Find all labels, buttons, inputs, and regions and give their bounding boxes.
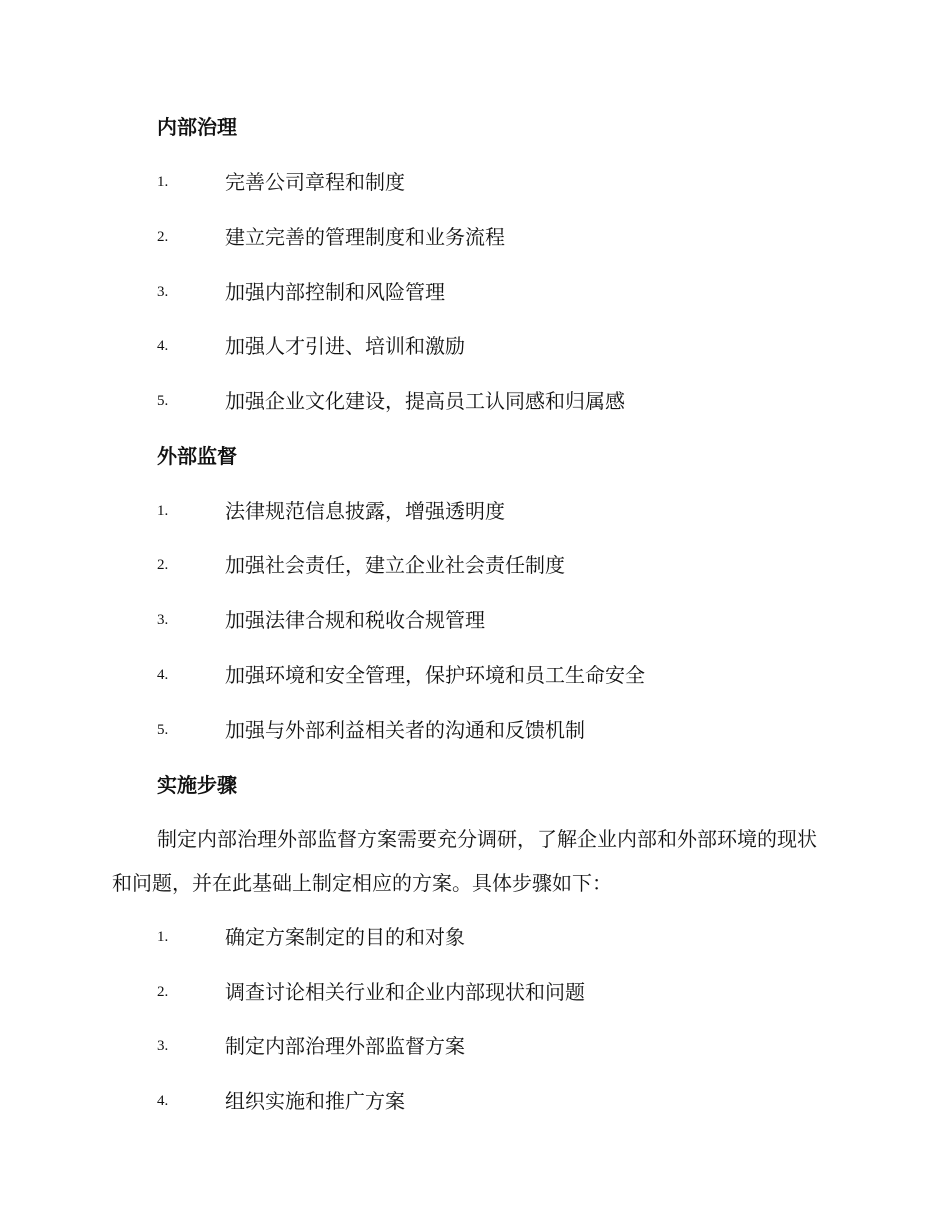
section-heading-external-supervision: 外部监督 <box>157 444 237 468</box>
list-number: 4. <box>157 1093 169 1109</box>
section-heading-implementation-steps: 实施步骤 <box>157 773 237 797</box>
list-text: 加强社会责任，建立企业社会责任制度 <box>225 553 565 577</box>
list-number: 3. <box>157 284 169 300</box>
list-text: 确定方案制定的目的和对象 <box>225 925 465 949</box>
list-text: 加强环境和安全管理，保护环境和员工生命安全 <box>225 663 645 687</box>
body-paragraph: 制定内部治理外部监督方案需要充分调研，了解企业内部和外部环境的现状和问题，并在此基础上制定相应的方案。具体步骤如下： <box>112 827 817 895</box>
list-number: 3. <box>157 612 169 628</box>
list-text: 加强企业文化建设，提高员工认同感和归属感 <box>225 389 625 413</box>
list-number: 4. <box>157 667 169 683</box>
list-number: 5. <box>157 722 169 738</box>
list-number: 1. <box>157 929 169 945</box>
list-text: 加强与外部利益相关者的沟通和反馈机制 <box>225 718 585 742</box>
list-number: 1. <box>157 503 169 519</box>
list-text: 组织实施和推广方案 <box>225 1089 405 1113</box>
list-number: 1. <box>157 174 169 190</box>
list-number: 5. <box>157 393 169 409</box>
list-number: 2. <box>157 557 169 573</box>
list-number: 2. <box>157 984 169 1000</box>
list-text: 调查讨论相关行业和企业内部现状和问题 <box>225 980 585 1004</box>
list-number: 4. <box>157 338 169 354</box>
list-number: 3. <box>157 1038 169 1054</box>
list-text: 加强人才引进、培训和激励 <box>225 334 465 358</box>
list-text: 建立完善的管理制度和业务流程 <box>225 225 505 249</box>
list-text: 制定内部治理外部监督方案 <box>225 1034 465 1058</box>
list-text: 加强法律合规和税收合规管理 <box>225 608 485 632</box>
list-text: 完善公司章程和制度 <box>225 170 405 194</box>
list-text: 法律规范信息披露，增强透明度 <box>225 499 505 523</box>
list-text: 加强内部控制和风险管理 <box>225 280 445 304</box>
list-number: 2. <box>157 229 169 245</box>
section-heading-internal-governance: 内部治理 <box>157 115 237 139</box>
